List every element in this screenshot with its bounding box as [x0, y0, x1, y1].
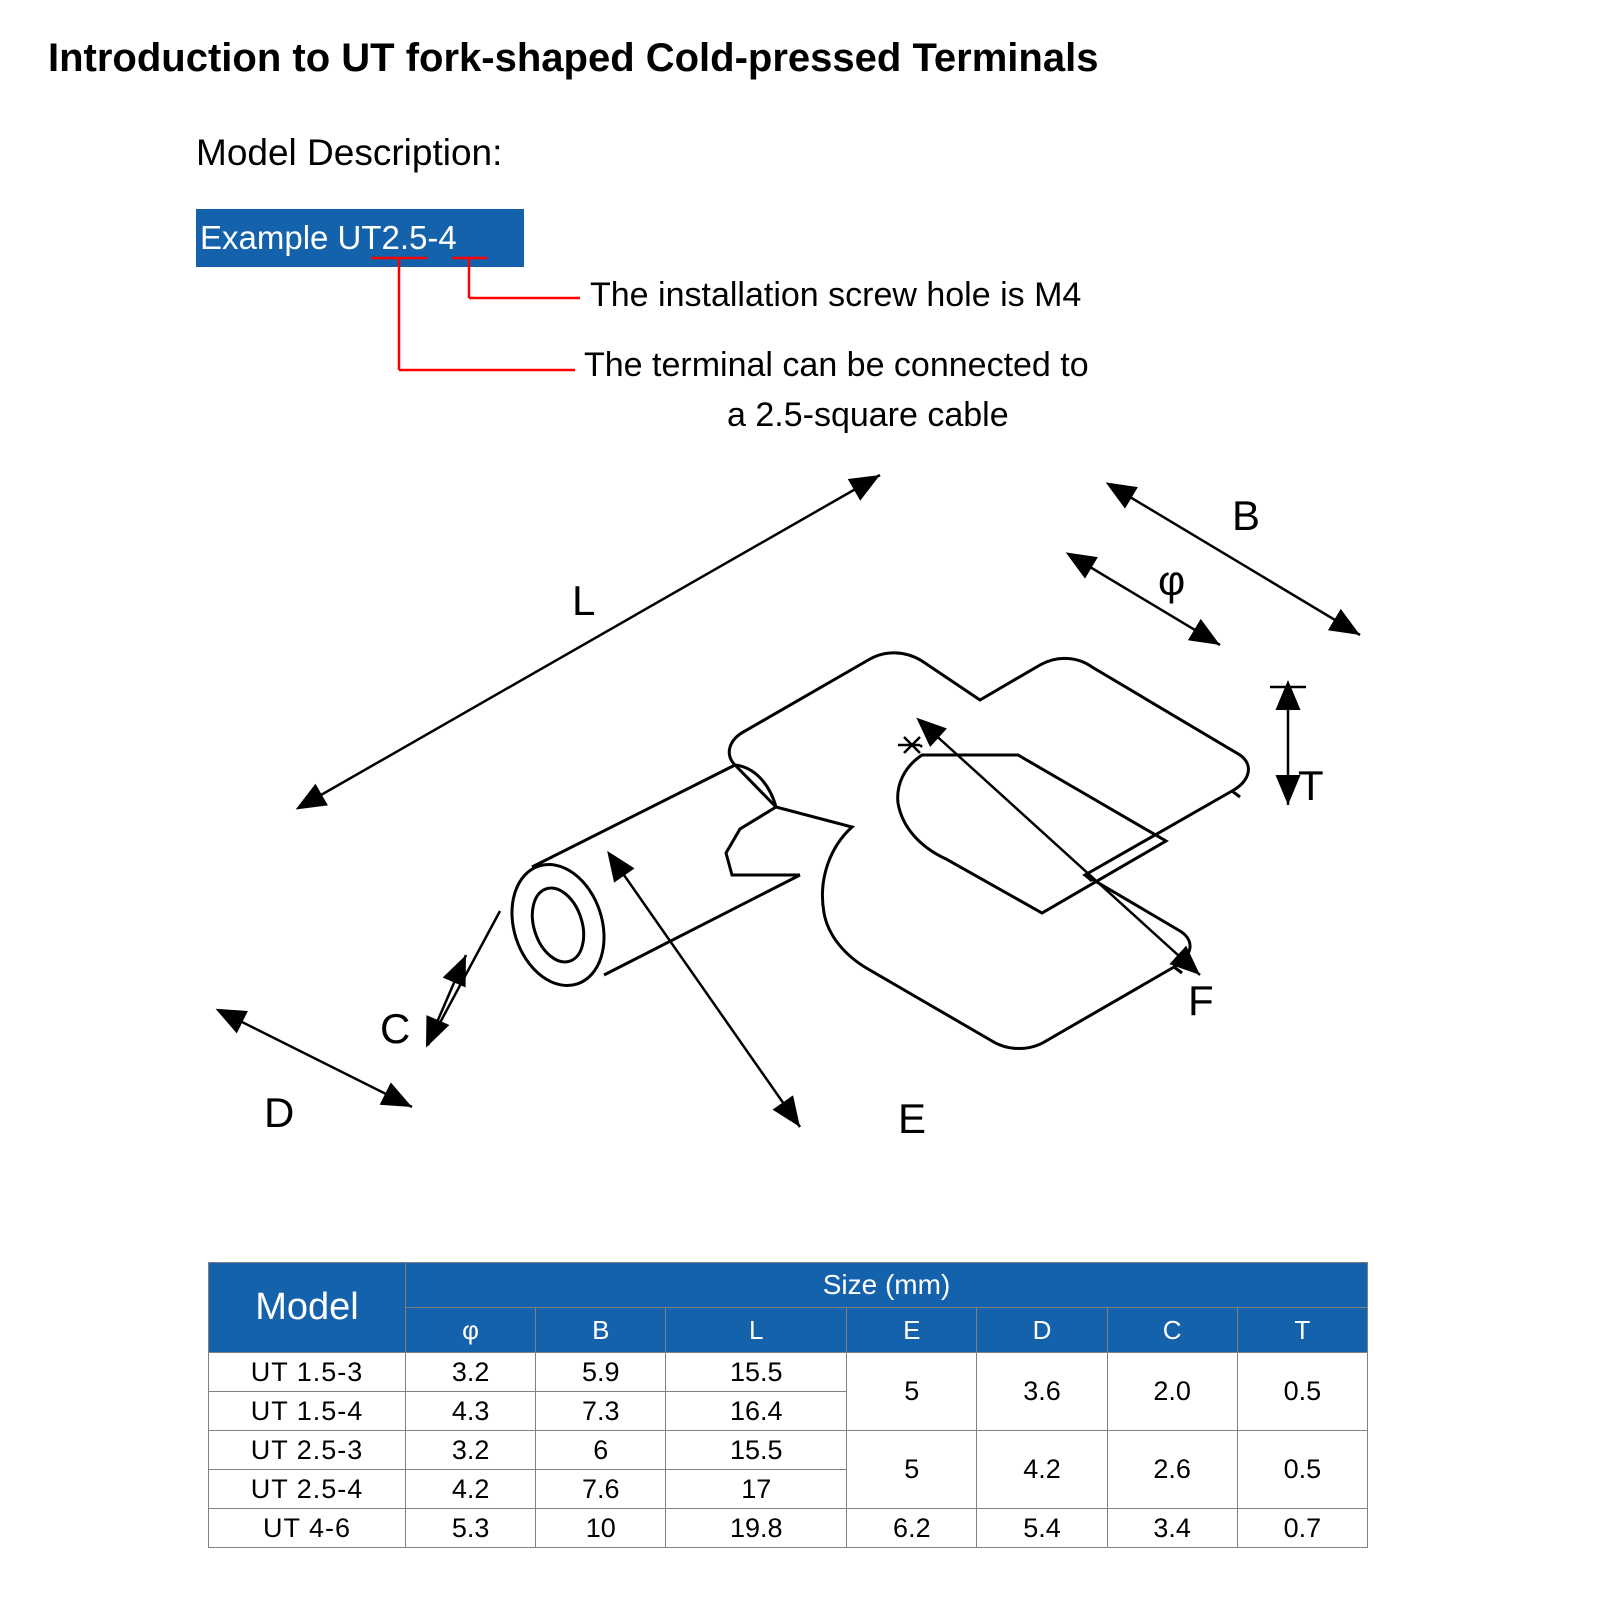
- dim-label-L: L: [572, 577, 596, 624]
- cell-c: 3.4: [1107, 1509, 1237, 1548]
- cell-b: 7.3: [536, 1392, 666, 1431]
- cell-t: 0.7: [1237, 1509, 1367, 1548]
- callout-screw-hole: The installation screw hole is M4: [590, 276, 1082, 314]
- cell-l: 15.5: [666, 1353, 847, 1392]
- cell-model: UT 2.5-4: [209, 1470, 406, 1509]
- cell-model: UT 1.5-4: [209, 1392, 406, 1431]
- dim-label-E: E: [898, 1095, 927, 1142]
- cell-d: 5.4: [977, 1509, 1107, 1548]
- table-row: [209, 1431, 1368, 1470]
- cell-phi: 3.2: [406, 1353, 536, 1392]
- cell-l: 19.8: [666, 1509, 847, 1548]
- col-header-model: Model: [209, 1263, 406, 1353]
- spec-table: [208, 1262, 1368, 1548]
- cell-phi: 4.2: [406, 1470, 536, 1509]
- col-header-t: T: [1237, 1308, 1367, 1353]
- dim-label-F: F: [1188, 977, 1214, 1024]
- cell-l: 16.4: [666, 1392, 847, 1431]
- cell-phi: 4.3: [406, 1392, 536, 1431]
- cell-phi: 5.3: [406, 1509, 536, 1548]
- dim-label-B: B: [1232, 492, 1261, 539]
- dim-label-T: T: [1298, 762, 1324, 809]
- cell-model: UT 4-6: [209, 1509, 406, 1548]
- cell-phi: 3.2: [406, 1431, 536, 1470]
- dim-label-C: C: [380, 1005, 411, 1052]
- dim-label-phi: φ: [1158, 557, 1186, 604]
- cell-t: 0.5: [1237, 1431, 1367, 1509]
- callout-cable-line1: The terminal can be connected to: [584, 346, 1089, 384]
- cell-l: 17: [666, 1470, 847, 1509]
- example-model-badge: [196, 209, 524, 267]
- cell-b: 6: [536, 1431, 666, 1470]
- col-header-phi: φ: [406, 1308, 536, 1353]
- col-header-size: Size (mm): [406, 1263, 1368, 1308]
- cell-e: 5: [847, 1431, 977, 1509]
- model-description-label: Model Description:: [196, 132, 503, 173]
- col-header-l: L: [666, 1308, 847, 1353]
- table-row: [209, 1509, 1368, 1548]
- col-header-b: B: [536, 1308, 666, 1353]
- terminal-drawing: [180, 455, 1460, 1175]
- cell-b: 10: [536, 1509, 666, 1548]
- cell-model: UT 1.5-3: [209, 1353, 406, 1392]
- cell-b: 7.6: [536, 1470, 666, 1509]
- cell-l: 15.5: [666, 1431, 847, 1470]
- col-header-e: E: [847, 1308, 977, 1353]
- cell-d: 4.2: [977, 1431, 1107, 1509]
- cell-e: 5: [847, 1353, 977, 1431]
- dim-label-D: D: [264, 1089, 295, 1136]
- cell-c: 2.6: [1107, 1431, 1237, 1509]
- table-row: [209, 1353, 1368, 1392]
- cell-c: 2.0: [1107, 1353, 1237, 1431]
- col-header-d: D: [977, 1308, 1107, 1353]
- col-header-c: C: [1107, 1308, 1237, 1353]
- cell-d: 3.6: [977, 1353, 1107, 1431]
- cell-e: 6.2: [847, 1509, 977, 1548]
- callout-cable-line2: a 2.5-square cable: [727, 396, 1009, 434]
- cell-model: UT 2.5-3: [209, 1431, 406, 1470]
- cell-b: 5.9: [536, 1353, 666, 1392]
- cell-t: 0.5: [1237, 1353, 1367, 1431]
- example-model-text: Example UT2.5-4: [200, 219, 457, 256]
- table-header-row-1: [209, 1263, 1368, 1308]
- page-title: Introduction to UT fork-shaped Cold-pressed Terminals: [48, 36, 1099, 80]
